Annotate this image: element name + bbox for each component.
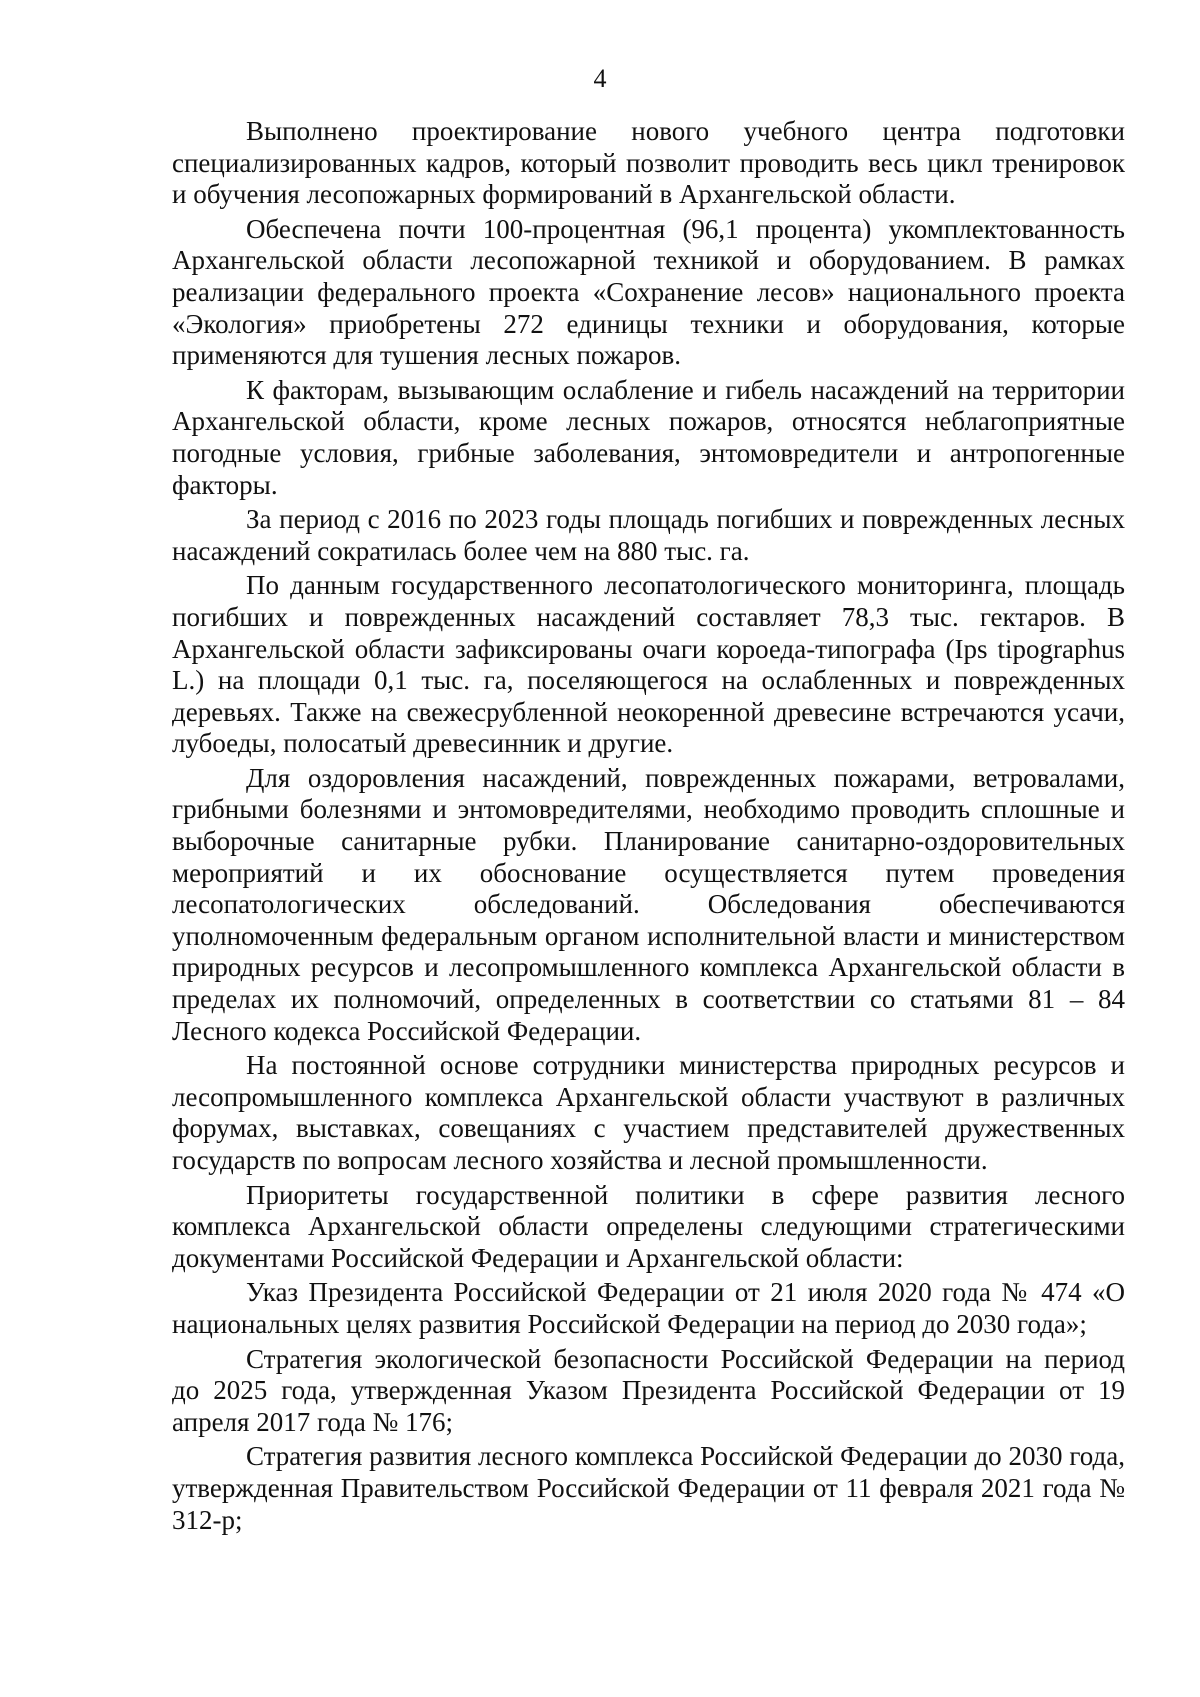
paragraph-area-reduction: За период с 2016 по 2023 годы площадь погибших и поврежденных лесных насаждений сократилась более чем на 880 тыс. га. <box>172 504 1125 566</box>
paragraph-forums: На постоянной основе сотрудники министерства природных ресурсов и лесопромышленного комплекса Архангельской области участвуют в различных форумах, выставках, совещаниях с участием представителей дружественных государств по вопросам лесного хозяйства и лесной промышленности. <box>172 1050 1125 1175</box>
paragraph-presidential-decree: Указ Президента Российской Федерации от 21 июля 2020 года № 474 «О национальных целях развития Российской Федерации на период до 2030 года»; <box>172 1277 1125 1339</box>
paragraph-forest-strategy: Стратегия развития лесного комплекса Российской Федерации до 2030 года, утвержденная Правительством Российской Федерации от 11 февраля 2021 года № 312-р; <box>172 1441 1125 1535</box>
paragraph-training-center: Выполнено проектирование нового учебного центра подготовки специализированных кадров, который позволит проводить весь цикл тренировок и обучения лесопожарных формирований в Архангельской области. <box>172 116 1125 210</box>
paragraph-ecological-strategy: Стратегия экологической безопасности Российской Федерации на период до 2025 года, утвержденная Указом Президента Российской Федерации от 19 апреля 2017 года № 176; <box>172 1343 1125 1437</box>
paragraph-policy-priorities: Приоритеты государственной политики в сфере развития лесного комплекса Архангельской области определены следующими стратегическими документами Российской Федерации и Архангельской области: <box>172 1179 1125 1273</box>
paragraph-weakening-factors: К факторам, вызывающим ослабление и гибель насаждений на территории Архангельской области, кроме лесных пожаров, относятся неблагоприятные погодные условия, грибные заболевания, энтомовредители и антропогенные факторы. <box>172 374 1125 500</box>
document-body <box>172 116 1125 1539</box>
paragraph-monitoring: По данным государственного лесопатологического мониторинга, площадь погибших и поврежденных насаждений составляет 78,3 тыс. гектаров. В Архангельской области зафиксированы очаги короеда-типографа (Ips tipographus L.) на площади 0,1 тыс. га, поселяющегося на ослабленных и поврежденных деревьях. Также на свежесрубленной неокоренной древесине встречаются усачи, лубоеды, полосатый древесинник и другие. <box>172 570 1125 759</box>
paragraph-equipment: Обеспечена почти 100-процентная (96,1 процента) укомплектованность Архангельской области лесопожарной техникой и оборудованием. В рамках реализации федерального проекта «Сохранение лесов» национального проекта «Экология» приобретены 272 единицы техники и оборудования, которые применяются для тушения лесных пожаров. <box>172 213 1125 371</box>
paragraph-sanitary-felling: Для оздоровления насаждений, поврежденных пожарами, ветровалами, грибными болезнями и энтомовредителями, необходимо проводить сплошные и выборочные санитарные рубки. Планирование санитарно-оздоровительных мероприятий и их обоснование осуществляется путем проведения лесопатологических обследований. Обследования обеспечиваются уполномоченным федеральным органом исполнительной власти и министерством природных ресурсов и лесопромышленного комплекса Архангельской области в пределах их полномочий, определенных в соответствии со статьями 81 – 84 Лесного кодекса Российской Федерации. <box>172 762 1125 1046</box>
page-number: 4 <box>593 64 607 93</box>
